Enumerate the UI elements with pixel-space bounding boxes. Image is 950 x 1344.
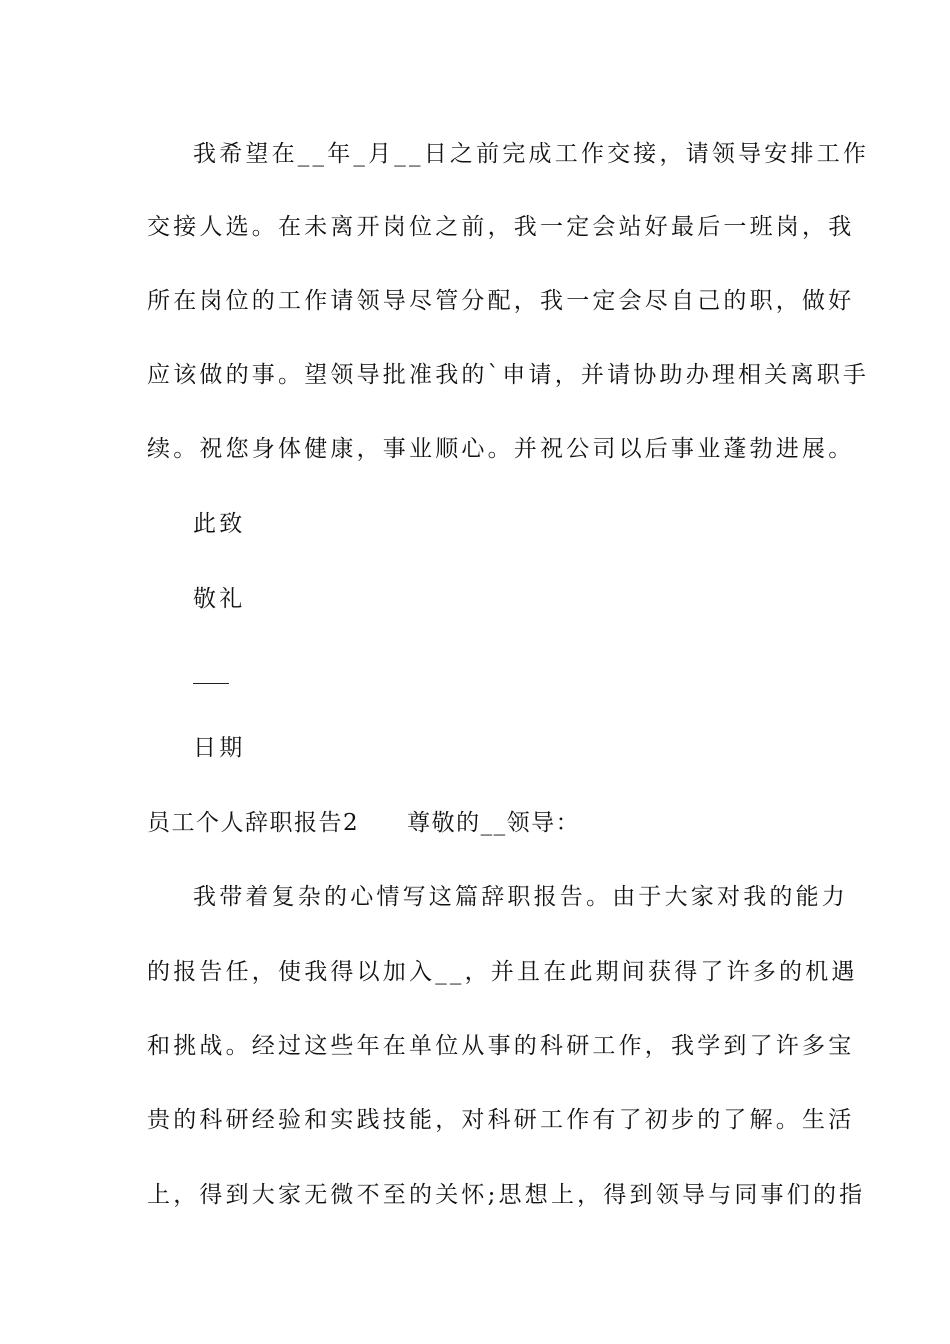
paragraph-line: 应该做的事。望领导批准我的`申请，并请协助办理相关离职手 — [147, 362, 870, 388]
paragraph-line: 交接人选。在未离开岗位之前，我一定会站好最后一班岗，我 — [147, 214, 855, 240]
paragraph-line: 的报告任，使我得以加入__，并且在此期间获得了许多的机遇 — [147, 959, 858, 985]
report2-title: 员工个人辞职报告2 — [147, 810, 360, 836]
report-heading — [147, 808, 580, 838]
paragraph-line: 上，得到大家无微不至的关怀;思想上，得到领导与同事们的指 — [147, 1182, 866, 1208]
paragraph-line: 我带着复杂的心情写这篇辞职报告。由于大家对我的能力 — [193, 884, 848, 910]
paragraph-line: 续。祝您身体健康，事业顺心。并祝公司以后事业蓬勃进展。 — [147, 436, 855, 462]
signature-line — [193, 683, 229, 684]
closing-cizhi: 此致 — [193, 511, 246, 537]
report2-salutation: 尊敬的__领导： — [407, 810, 581, 836]
date-label: 日期 — [193, 735, 246, 761]
paragraph-line: 和挑战。经过这些年在单位从事的科研工作，我学到了许多宝 — [147, 1033, 855, 1059]
paragraph-line: 贵的科研经验和实践技能，对科研工作有了初步的了解。生活 — [147, 1107, 855, 1133]
closing-jingli: 敬礼 — [193, 586, 246, 612]
paragraph-line: 所在岗位的工作请领导尽管分配，我一定会尽自己的职，做好 — [147, 288, 855, 314]
paragraph-line: 我希望在__年_月__日之前完成工作交接，请领导安排工作 — [193, 141, 870, 167]
